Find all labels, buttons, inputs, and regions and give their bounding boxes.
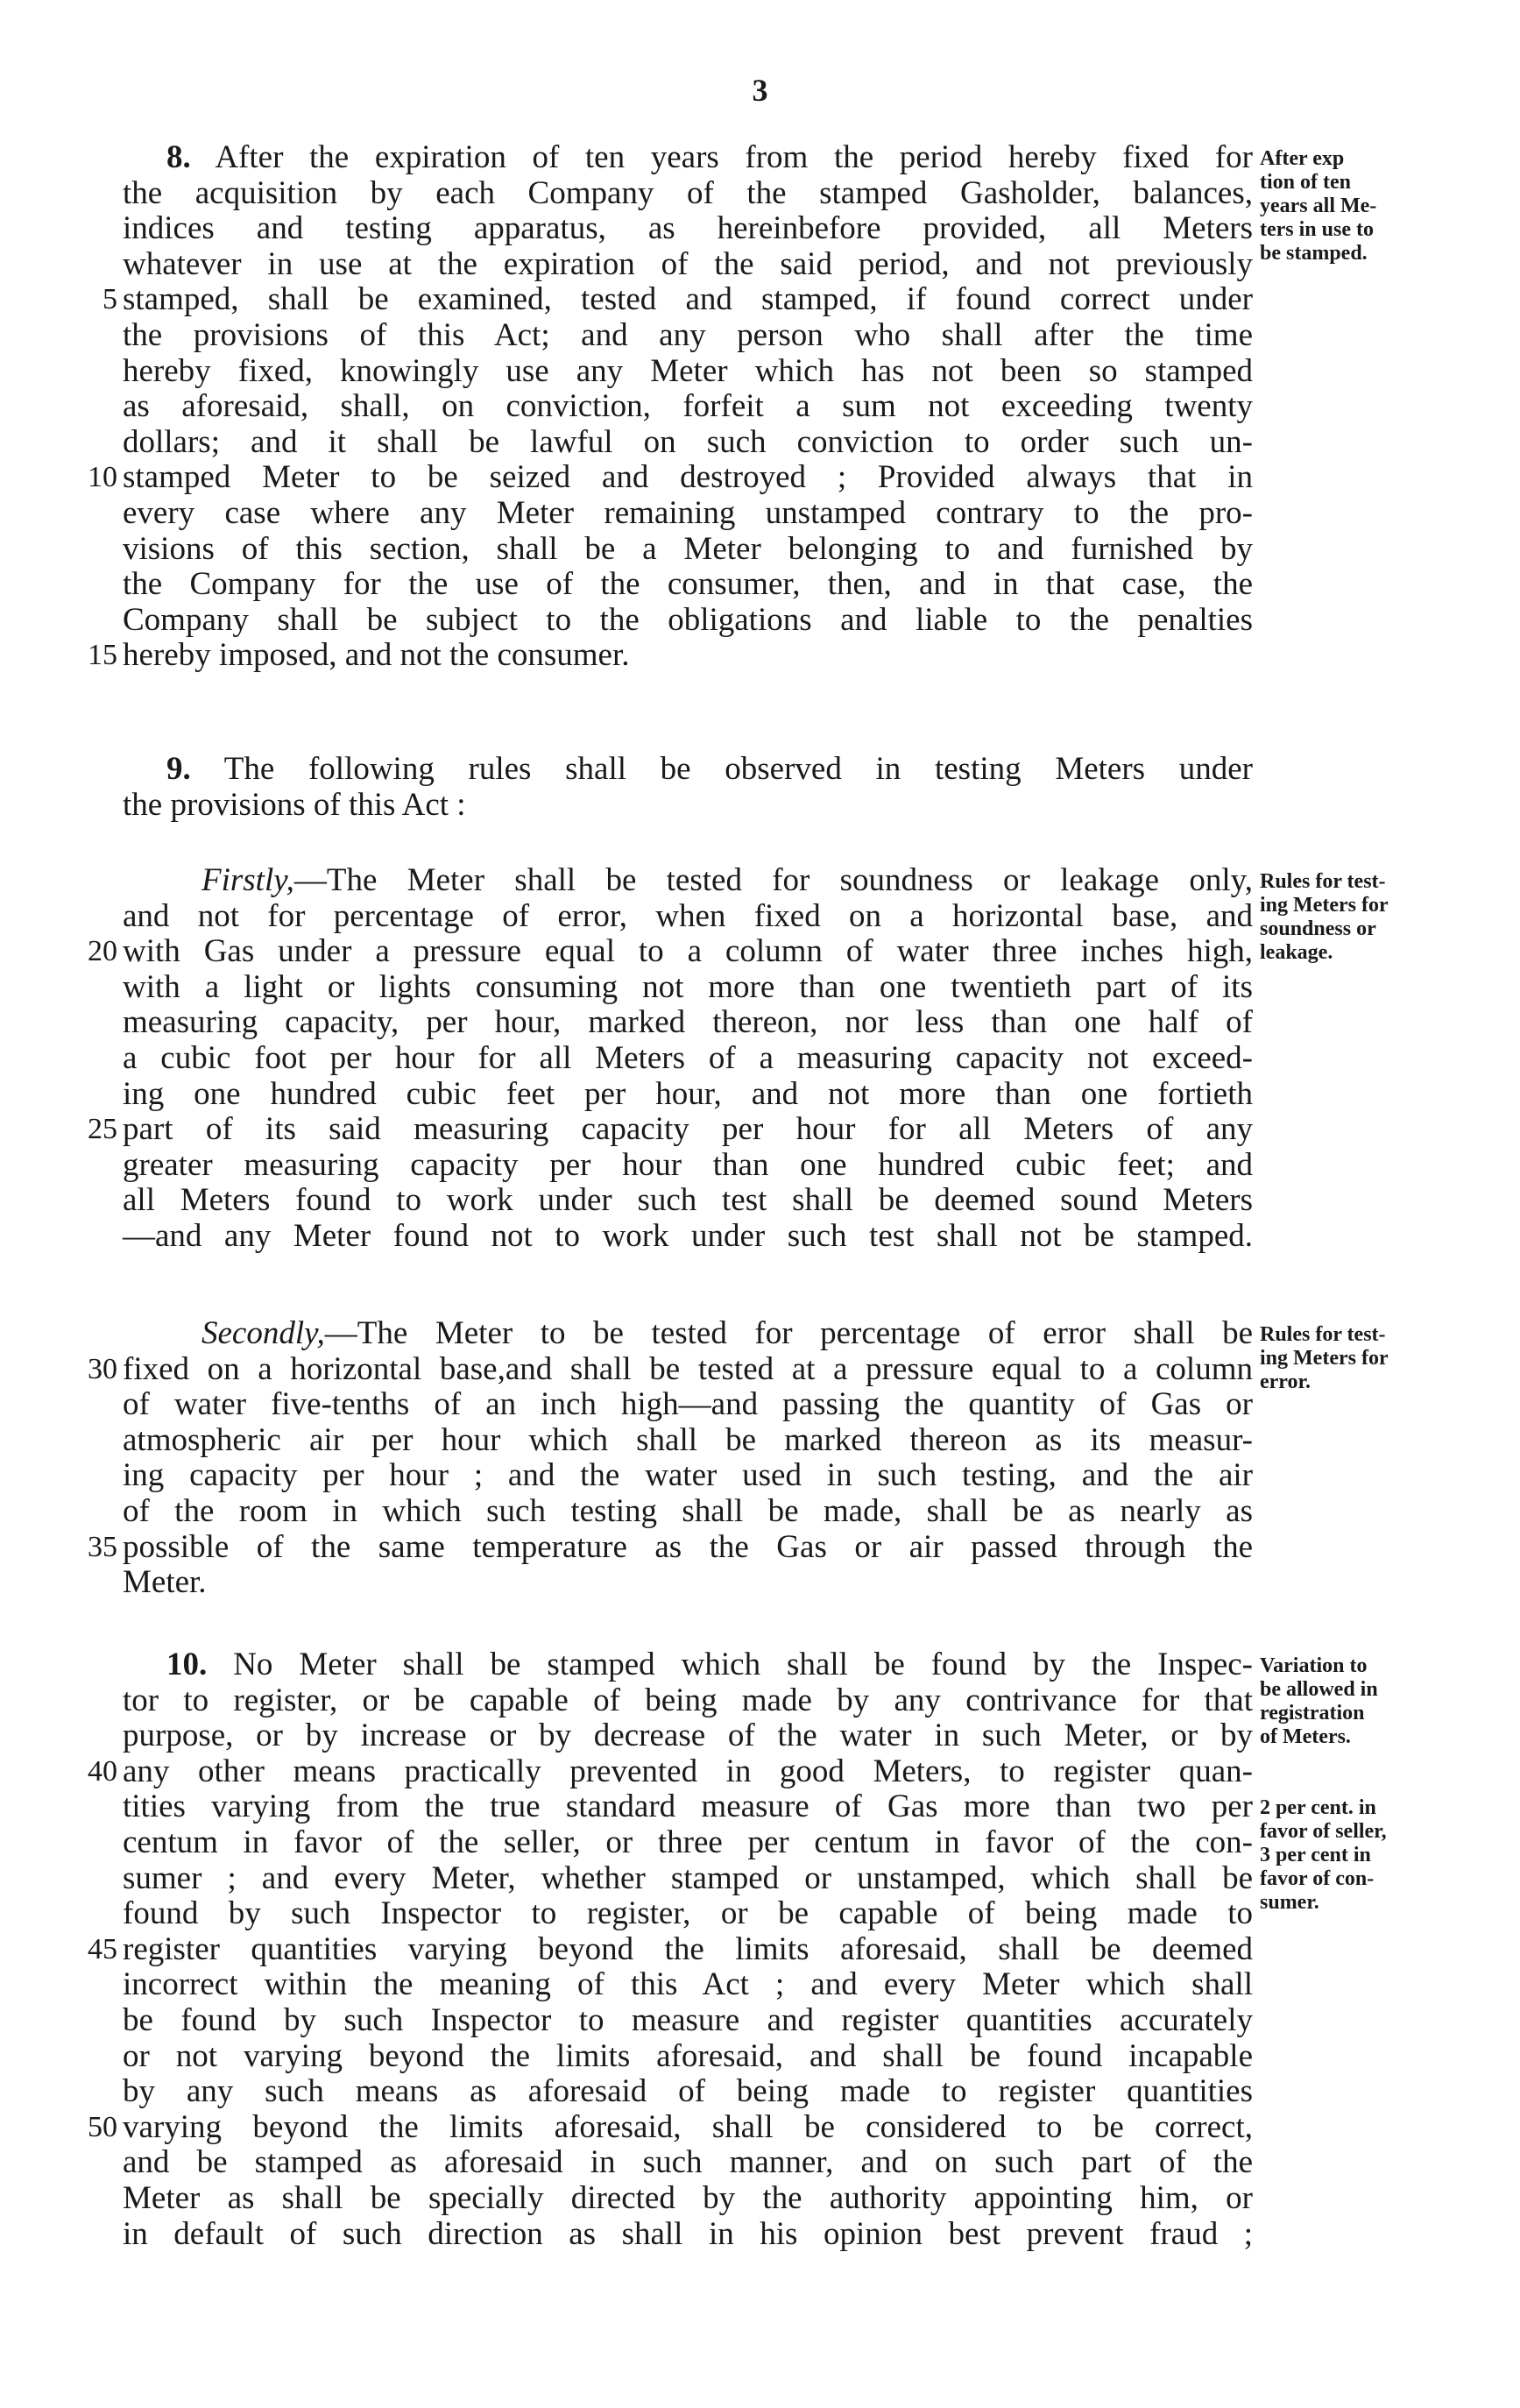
margin-note-line: Rules for test-	[1260, 1323, 1386, 1346]
line-text: found by such Inspector to register, or be capable of being made to	[123, 1895, 1253, 1932]
line-text: by any such means as aforesaid of being made to register quantities	[123, 2073, 1253, 2110]
line-text: the provisions of this Act; and any person who shall after the time	[123, 316, 1253, 353]
text-line	[0, 2074, 1520, 2110]
margin-note	[1260, 147, 1496, 266]
margin-note-line: be stamped.	[1260, 242, 1368, 265]
text-line	[0, 2145, 1520, 2181]
rule-lead: Secondly,	[201, 1315, 325, 1351]
margin-note-line: soundness or	[1260, 917, 1376, 940]
margin-note-line: favor of con-	[1260, 1867, 1375, 1890]
line-text: measuring capacity, per hour, marked thereon, nor less than one half of	[123, 1004, 1253, 1041]
line-number: 5	[103, 283, 117, 316]
margin-note-line: error.	[1260, 1370, 1311, 1393]
line-text: hereby imposed, and not the consumer.	[123, 637, 630, 674]
text-line	[0, 752, 1520, 788]
margin-note-line: tion of ten	[1260, 171, 1351, 194]
line-text: 10. No Meter shall be stamped which shall be found by the Inspec-	[166, 1647, 1253, 1682]
margin-note-line: 3 per cent in	[1260, 1844, 1371, 1866]
margin-note	[1260, 870, 1496, 965]
section-number: 10.	[166, 1647, 208, 1682]
margin-note-line: be allowed in	[1260, 1678, 1378, 1701]
text-line	[0, 425, 1520, 461]
line-text: ing capacity per hour ; and the water used in such testing, and the air	[123, 1457, 1253, 1494]
line-text: tor to register, or be capable of being made by any contrivance for that	[123, 1682, 1253, 1718]
line-text: varying beyond the limits aforesaid, shall be considered to be correct,	[123, 2108, 1253, 2145]
line-text: Meter.	[123, 1564, 207, 1601]
line-text: atmospheric air per hour which shall be marked thereon as its measur-	[123, 1421, 1253, 1458]
line-number: 50	[88, 2110, 117, 2143]
line-text: purpose, or by increase or by decrease of the water in such Meter, or by	[123, 1717, 1253, 1754]
line-text: in default of such direction as shall in his opinion best prevent fraud ;	[123, 2215, 1253, 2252]
margin-note	[1260, 1323, 1496, 1394]
line-text: be found by such Inspector to measure and register quantities accurately	[123, 2001, 1253, 2038]
text-line	[0, 1530, 1520, 1566]
line-text: and not for percentage of error, when fixed on a horizontal base, and	[123, 897, 1253, 934]
margin-note-line: years all Me-	[1260, 195, 1377, 217]
line-text: 8. After the expiration of ten years from the period hereby fixed for	[166, 139, 1253, 175]
rule-lead: Firstly,	[201, 862, 294, 898]
margin-note-line: After exp	[1260, 147, 1345, 170]
text-line	[0, 1041, 1520, 1077]
margin-note-line: 2 per cent. in	[1260, 1796, 1376, 1819]
line-number: 30	[88, 1352, 117, 1385]
text-line	[0, 2003, 1520, 2039]
text-line	[0, 2110, 1520, 2146]
line-text: all Meters found to work under such test shall be deemed sound Meters	[123, 1182, 1253, 1219]
text-line	[0, 2039, 1520, 2075]
margin-note-line: leakage.	[1260, 941, 1333, 964]
text-line	[0, 532, 1520, 568]
line-text: register quantities varying beyond the limits aforesaid, shall be deemed	[123, 1930, 1253, 1967]
margin-note-line: sumer.	[1260, 1891, 1319, 1914]
line-text: a cubic foot per hour for all Meters of a measuring capacity not exceed-	[123, 1039, 1253, 1076]
line-text: ing one hundred cubic feet per hour, and not more than one fortieth	[123, 1075, 1253, 1112]
line-text: stamped Meter to be seized and destroyed ; Provided always that in	[123, 459, 1253, 496]
text-line	[0, 603, 1520, 639]
line-number: 40	[88, 1754, 117, 1788]
line-text: as aforesaid, shall, on conviction, forfeit a sum not exceeding twenty	[123, 388, 1253, 425]
line-text: fixed on a horizontal base,and shall be tested at a pressure equal to a column	[123, 1350, 1253, 1387]
line-text: or not varying beyond the limits aforesaid, and shall be found incapable	[123, 2037, 1253, 2074]
margin-note-line: ing Meters for	[1260, 1347, 1389, 1370]
line-number: 25	[88, 1113, 117, 1146]
line-text: hereby fixed, knowingly use any Meter which has not been so stamped	[123, 352, 1253, 389]
line-text: and be stamped as aforesaid in such manner, and on such part of the	[123, 2144, 1253, 2181]
line-text: the provisions of this Act :	[123, 786, 466, 823]
margin-note-line: Rules for test-	[1260, 870, 1386, 893]
line-text: greater measuring capacity per hour than one hundred cubic feet; and	[123, 1146, 1253, 1183]
line-number: 20	[88, 935, 117, 968]
margin-note-line: ters in use to	[1260, 218, 1374, 241]
line-text: centum in favor of the seller, or three per centum in favor of the con-	[123, 1824, 1253, 1860]
text-line	[0, 354, 1520, 390]
line-text: the Company for the use of the consumer, then, and in that case, the	[123, 566, 1253, 603]
section-s9	[0, 752, 1520, 823]
text-line	[0, 2217, 1520, 2253]
text-line	[0, 460, 1520, 496]
line-number: 45	[88, 1932, 117, 1965]
text-line	[0, 1183, 1520, 1219]
line-text: incorrect within the meaning of this Act ; and every Meter which shall	[123, 1966, 1253, 2003]
margin-note	[1260, 1796, 1496, 1915]
line-text: Firstly,—The Meter shall be tested for soundness or leakage only,	[201, 862, 1253, 898]
line-text: whatever in use at the expiration of the said period, and not previously	[123, 245, 1253, 282]
line-text: of the room in which such testing shall be made, shall be as nearly as	[123, 1492, 1253, 1529]
section-number: 8.	[166, 139, 191, 175]
text-line	[0, 1077, 1520, 1113]
line-text: with Gas under a pressure equal to a column of water three inches high,	[123, 933, 1253, 970]
line-text: indices and testing apparatus, as hereinbefore provided, all Meters	[123, 210, 1253, 247]
text-line	[0, 970, 1520, 1006]
line-number: 35	[88, 1530, 117, 1563]
page-number: 3	[752, 73, 768, 108]
margin-note	[1260, 1654, 1496, 1749]
text-line	[0, 1494, 1520, 1530]
text-line	[0, 1967, 1520, 2003]
line-text: every case where any Meter remaining unstamped contrary to the pro-	[123, 494, 1253, 531]
text-line	[0, 1112, 1520, 1148]
text-line	[0, 318, 1520, 354]
line-text: dollars; and it shall be lawful on such conviction to order such un-	[123, 423, 1253, 460]
line-text: stamped, shall be examined, tested and stamped, if found correct under	[123, 281, 1253, 318]
text-line	[0, 1754, 1520, 1790]
text-line	[0, 282, 1520, 318]
margin-note-line: registration	[1260, 1702, 1365, 1725]
text-line	[0, 1565, 1520, 1601]
line-text: sumer ; and every Meter, whether stamped or unstamped, which shall be	[123, 1859, 1253, 1896]
line-text: the acquisition by each Company of the stamped Gasholder, balances,	[123, 174, 1253, 211]
line-number: 15	[88, 639, 117, 672]
text-line	[0, 1932, 1520, 1968]
text-line	[0, 567, 1520, 603]
section-number: 9.	[166, 751, 191, 787]
line-text: Secondly,—The Meter to be tested for percentage of error shall be	[201, 1315, 1253, 1351]
text-line	[0, 2181, 1520, 2217]
line-text: part of its said measuring capacity per hour for all Meters of any	[123, 1111, 1253, 1148]
line-number: 10	[88, 461, 117, 494]
line-text: possible of the same temperature as the Gas or air passed through the	[123, 1528, 1253, 1565]
margin-note-line: ing Meters for	[1260, 894, 1389, 917]
text-line	[0, 1423, 1520, 1459]
line-text: of water five-tenths of an inch high—and passing the quantity of Gas or	[123, 1386, 1253, 1423]
text-line	[0, 788, 1520, 824]
line-text: Company shall be subject to the obligations and liable to the penalties	[123, 601, 1253, 638]
text-line	[0, 638, 1520, 674]
margin-note-line: Variation to	[1260, 1654, 1368, 1677]
margin-note-line: of Meters.	[1260, 1725, 1351, 1748]
text-line	[0, 496, 1520, 532]
line-text: tities varying from the true standard measure of Gas more than two per	[123, 1788, 1253, 1825]
margin-note-line: favor of seller,	[1260, 1820, 1387, 1843]
line-text: —and any Meter found not to work under such test shall not be stamped.	[123, 1217, 1253, 1254]
line-text: with a light or lights consuming not more than one twentieth part of its	[123, 968, 1253, 1005]
text-line	[0, 1148, 1520, 1184]
text-line	[0, 1458, 1520, 1494]
text-line	[0, 1219, 1520, 1255]
line-text: visions of this section, shall be a Meter belonging to and furnished by	[123, 530, 1253, 567]
line-text: 9. The following rules shall be observed in testing Meters under	[166, 751, 1253, 787]
line-text: Meter as shall be specially directed by the authority appointing him, or	[123, 2179, 1253, 2216]
text-line	[0, 1005, 1520, 1041]
text-line	[0, 389, 1520, 425]
line-text: any other means practically prevented in good Meters, to register quan-	[123, 1753, 1253, 1789]
